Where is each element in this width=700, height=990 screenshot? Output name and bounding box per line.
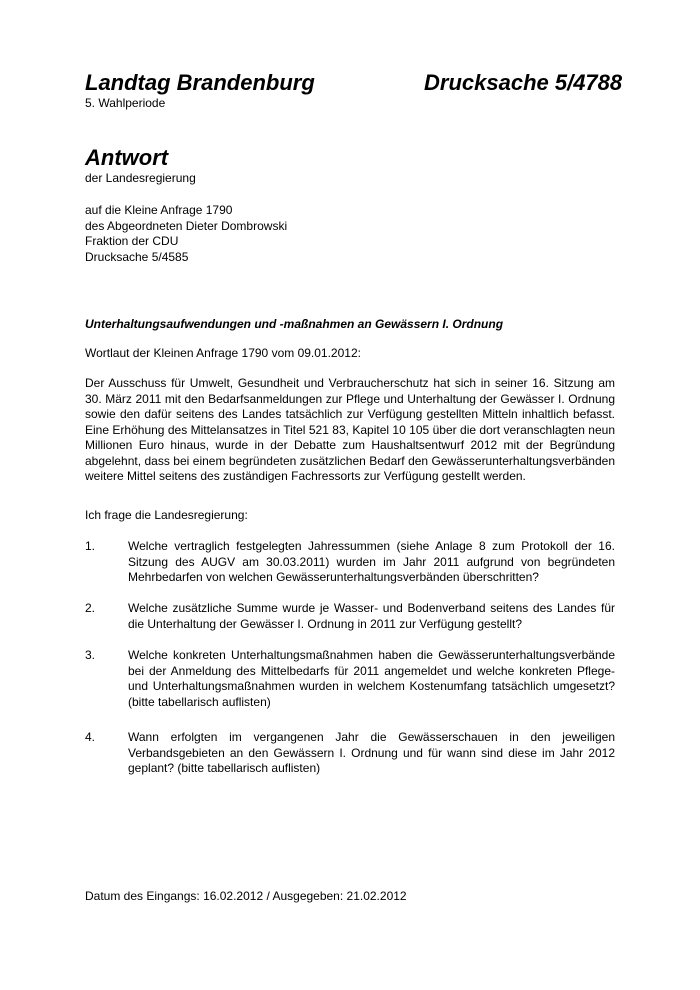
question-number: 4. xyxy=(85,730,96,744)
answer-by: der Landesregierung xyxy=(85,171,196,185)
question-number: 3. xyxy=(85,648,96,662)
inquiry-line-3: Fraktion der CDU xyxy=(85,234,179,248)
wording-intro: Wortlaut der Kleinen Anfrage 1790 vom 09.01.2012: xyxy=(85,346,361,360)
question-text: Welche zusätzliche Summe wurde je Wasser- und Bodenverband seitens des Landes für die Unterhaltung der Gewässer I. Ordnung in 2011 zur Verfügung gestellt? xyxy=(128,601,615,631)
inquiry-line-2: des Abgeordneten Dieter Dombrowski xyxy=(85,218,288,233)
inquiry-line-1: auf die Kleine Anfrage 1790 xyxy=(85,203,233,217)
inquiry-line-4: Drucksache 5/4585 xyxy=(85,249,189,264)
subject-heading: Unterhaltungsaufwendungen und -maßnahmen an Gewässern I. Ordnung xyxy=(85,317,504,331)
print-number: Drucksache 5/4788 xyxy=(424,70,623,95)
answer-title: Antwort xyxy=(85,145,169,170)
footer-dates: Datum des Eingangs: 16.02.2012 / Ausgegeben: 21.02.2012 xyxy=(85,889,407,903)
question-number: 2. xyxy=(85,601,96,615)
legislative-period: 5. Wahlperiode xyxy=(85,96,166,110)
parliament-name: Landtag Brandenburg xyxy=(85,70,315,95)
question-text: Wann erfolgten im vergangenen Jahr die Gewässerschauen in den jeweiligen Verbandsgebieten an den Gewässern I. Ordnung und für wann sind diese im Jahr 2012 geplant? (bitte tabellarisch auflisten) xyxy=(128,730,615,775)
question-text: Welche konkreten Unterhaltungsmaßnahmen haben die Gewässerunterhaltungsverbände bei der Anmeldung des Mittelbedarfs für 2011 angemeldet und welche konkreten Pflege- und Unterhaltungsmaßnahmen wurden in welchem Kostenumfang tatsächlich umgesetzt? (bitte tabellarisch auflisten) xyxy=(128,648,615,709)
question-text: Welche vertraglich festgelegten Jahressummen (siehe Anlage 8 zum Protokoll der 16. Sitzung des AUGV am 30.03.2011) wurden im Jahr 2011 aufgrund von begründeten Mehrbedarfen von welchen Gewässerunterhaltungsverbänden überschritten? xyxy=(128,539,615,584)
ask-intro: Ich frage die Landesregierung: xyxy=(85,508,248,522)
body-paragraph: Der Ausschuss für Umwelt, Gesundheit und Verbraucherschutz hat sich in seiner 16. Sitzung am 30. März 2011 mit den Bedarfsanmeldungen zur Pflege und Unterhaltung der Gewässer I. Ordnung sowie den dafür seitens des Landes tatsächlich zur Verfügung gestellten Mitteln inhaltlich befasst. Eine Erhöhung des Mittelansatzes in Titel 521 83, Kapitel 10 105 über die dort veranschlagten neun Millionen Euro hinaus, wurde in der Debatte zum Haushaltsentwurf 2012 mit der Begründung abgelehnt, dass bei einem begründeten zusätzlichen Bedarf den Gewässerunterhaltungsverbänden weitere Mittel seitens des zuständigen Fachressorts zur Verfügung gestellt werden. xyxy=(85,376,615,483)
question-number: 1. xyxy=(85,539,96,553)
